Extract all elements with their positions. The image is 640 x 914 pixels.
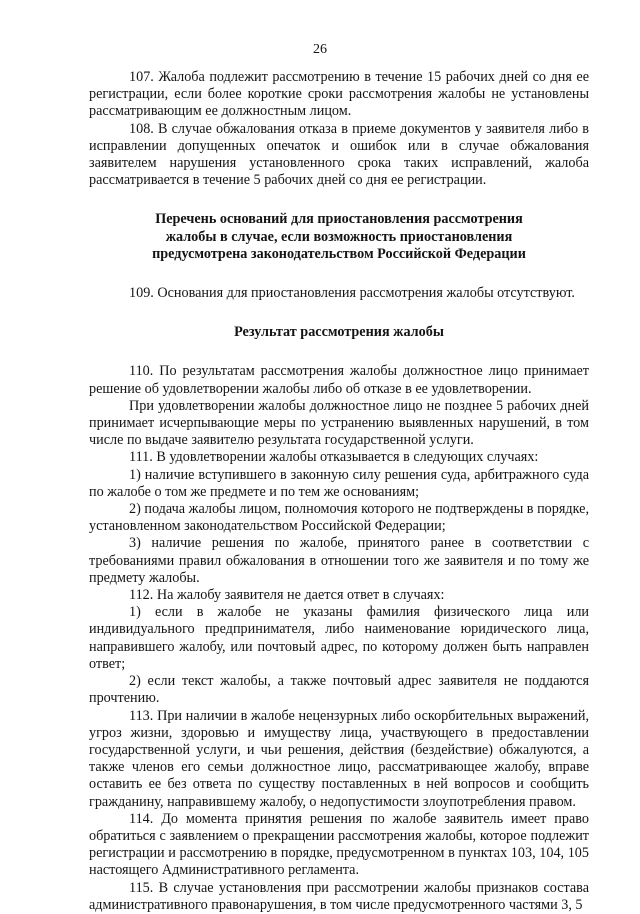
heading-line: Результат рассмотрения жалобы: [234, 324, 444, 341]
list-item-111-3: 3) наличие решения по жалобе, принятого ранее в соответствии с требованиями правил обжалования в отношении того же заявителя и по тому же предмету жалобы.: [89, 535, 589, 586]
list-item-112-2: 2) если текст жалобы, а также почтовый адрес заявителя не поддаются прочтению.: [89, 673, 589, 707]
paragraph-108: 108. В случае обжалования отказа в приеме документов у заявителя либо в исправлении допущенных опечаток и ошибок или в случае обжалования заявителем нарушения установленного срока таких исправлений, жалоба рассматривается в течение 5 рабочих дней со дня ее регистрации.: [89, 120, 589, 189]
section-heading-suspension: [89, 211, 589, 263]
paragraph-110: 110. По результатам рассмотрения жалобы должностное лицо принимает решение об удовлетворении жалобы либо об отказе в ее удовлетворении.: [89, 363, 589, 397]
section-heading-result: [89, 324, 589, 341]
paragraph-114: 114. До момента принятия решения по жалобе заявитель имеет право обратиться с заявлением о прекращении рассмотрения жалобы, которое подлежит регистрации и рассмотрению в порядке, предусмотренном в пунктах 103, 104, 105 настоящего Административного регламента.: [89, 810, 589, 879]
heading-line: жалобы в случае, если возможность приостановления: [165, 228, 513, 245]
paragraph-112: 112. На жалобу заявителя не дается ответ в случаях:: [129, 587, 445, 604]
paragraph-107: 107. Жалоба подлежит рассмотрению в течение 15 рабочих дней со дня ее регистрации, если более короткие сроки рассмотрения жалобы не установлены рассматривающим ее должностным лицом.: [89, 69, 589, 120]
paragraph-109: 109. Основания для приостановления рассмотрения жалобы отсутствуют.: [129, 285, 575, 302]
page-number: 26: [313, 42, 327, 57]
paragraph-113: 113. При наличии в жалобе нецензурных либо оскорбительных выражений, угроз жизни, здоровью и имуществу лица, участвующего в предоставлении государственной услуги, и чьи решения, действия (бездействие) обжалуются, а также членов его семьи должностное лицо, рассматривающее жалобу, вправе оставить ее без ответа по существу поставленных в ней вопросов и сообщить гражданину, направившему жалобу, о недопустимости злоупотребления правом.: [89, 707, 589, 810]
list-item-112-1: 1) если в жалобе не указаны фамилия физического лица или индивидуального предпринимателя, либо наименование юридического лица, направившего жалобу, или почтовый адрес, по которому должен быть направлен ответ;: [89, 604, 589, 672]
document-body: [89, 69, 589, 914]
heading-line: Перечень оснований для приостановления рассмотрения: [155, 211, 523, 228]
heading-line: предусмотрена законодательством Российской Федерации: [152, 245, 526, 262]
paragraph-115: 115. В случае установления при рассмотрении жалобы признаков состава административного правонарушения, в том числе предусмотренного частями 3, 5: [89, 879, 589, 913]
paragraph-110-cont: При удовлетворении жалобы должностное лицо не позднее 5 рабочих дней принимает исчерпывающие меры по устранению выявленных нарушений, в том числе по выдаче заявителю результата государственной услуги.: [89, 397, 589, 449]
list-item-111-1: 1) наличие вступившего в законную силу решения суда, арбитражного суда по жалобе о том же предмете и по тем же основаниям;: [89, 466, 589, 500]
paragraph-111: 111. В удовлетворении жалобы отказывается в следующих случаях:: [129, 449, 539, 466]
list-item-111-2: 2) подача жалобы лицом, полномочия которого не подтверждены в порядке, установленном законодательством Российской Федерации;: [89, 501, 589, 535]
